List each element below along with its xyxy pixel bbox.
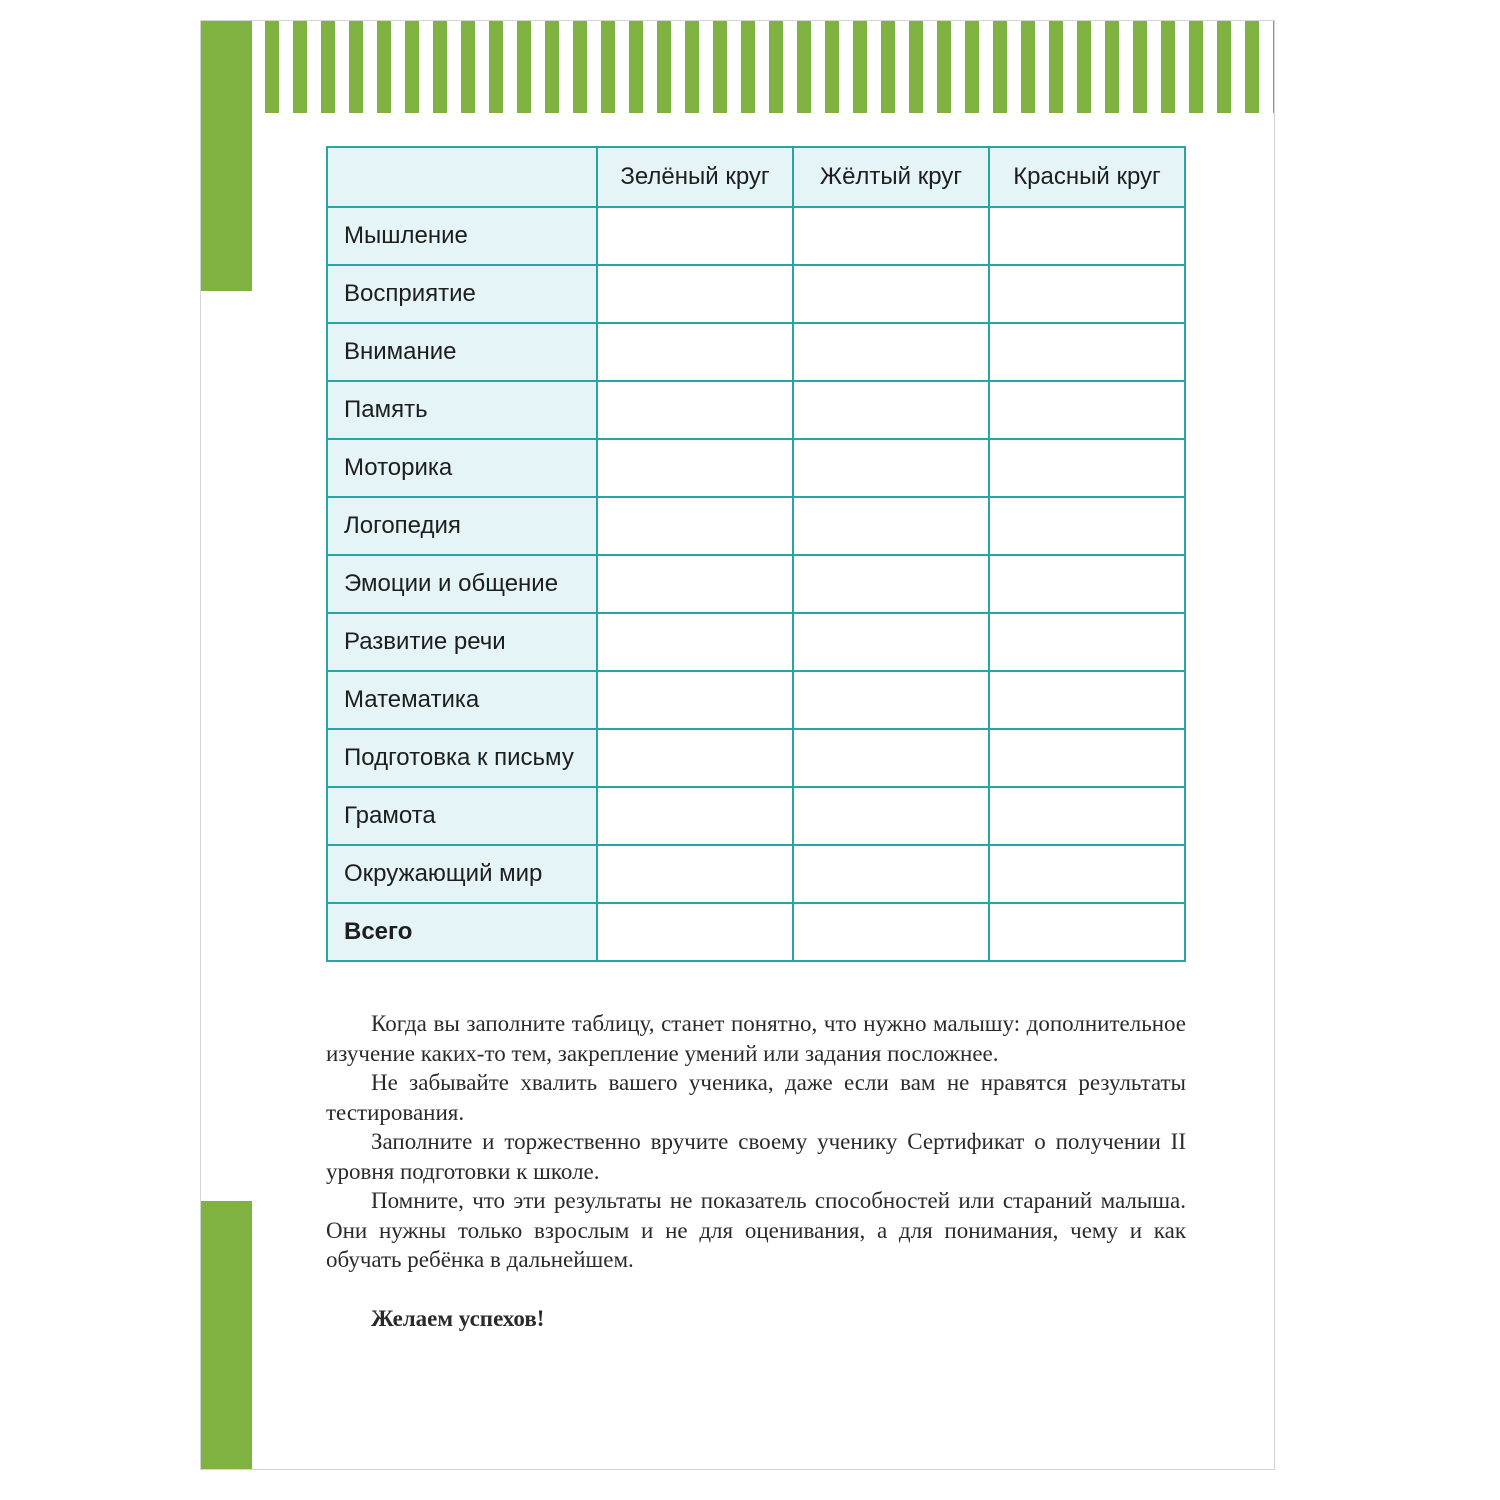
- table-row: [327, 787, 1185, 845]
- cell-red[interactable]: [989, 381, 1185, 439]
- cell-red[interactable]: [989, 787, 1185, 845]
- cell-red[interactable]: [989, 555, 1185, 613]
- cell-green[interactable]: [597, 787, 793, 845]
- cell-red-total[interactable]: [989, 903, 1185, 961]
- closing-wish: Желаем успехов!: [371, 1305, 545, 1331]
- cell-red[interactable]: [989, 323, 1185, 381]
- table-row: [327, 555, 1185, 613]
- cell-yellow[interactable]: [793, 729, 989, 787]
- row-label: Моторика: [327, 439, 597, 497]
- paragraph: Заполните и торжественно вручите своему ученику Сертификат о получении II уровня подготовки к школе.: [326, 1129, 1186, 1184]
- cell-green[interactable]: [597, 497, 793, 555]
- paragraph: Когда вы заполните таблицу, станет понятно, что нужно малышу: дополнительное изучение каких-то тем, закрепление умений или задания посложнее.: [326, 1011, 1186, 1066]
- table-row: [327, 729, 1185, 787]
- cell-red[interactable]: [989, 207, 1185, 265]
- table-row-total: [327, 903, 1185, 961]
- decorative-stripes: [265, 21, 1275, 113]
- table-row: [327, 381, 1185, 439]
- row-label: Математика: [327, 671, 597, 729]
- row-label: Развитие речи: [327, 613, 597, 671]
- row-label: Эмоции и общение: [327, 555, 597, 613]
- header-empty-cell: [327, 147, 597, 207]
- cell-red[interactable]: [989, 265, 1185, 323]
- cell-green[interactable]: [597, 729, 793, 787]
- paragraph: Не забывайте хвалить вашего ученика, даже если вам не нравятся результаты тестирования.: [326, 1070, 1186, 1125]
- cell-red[interactable]: [989, 497, 1185, 555]
- cell-yellow-total[interactable]: [793, 903, 989, 961]
- cell-yellow[interactable]: [793, 787, 989, 845]
- decorative-side-bar-top: [201, 21, 252, 291]
- row-label: Грамота: [327, 787, 597, 845]
- cell-red[interactable]: [989, 671, 1185, 729]
- cell-red[interactable]: [989, 845, 1185, 903]
- cell-yellow[interactable]: [793, 613, 989, 671]
- table-row: [327, 439, 1185, 497]
- row-label: Восприятие: [327, 265, 597, 323]
- cell-yellow[interactable]: [793, 207, 989, 265]
- table-header-row: [327, 147, 1185, 207]
- cell-green[interactable]: [597, 439, 793, 497]
- cell-yellow[interactable]: [793, 671, 989, 729]
- cell-green[interactable]: [597, 265, 793, 323]
- cell-green[interactable]: [597, 323, 793, 381]
- cell-yellow[interactable]: [793, 323, 989, 381]
- cell-yellow[interactable]: [793, 439, 989, 497]
- cell-red[interactable]: [989, 439, 1185, 497]
- cell-yellow[interactable]: [793, 497, 989, 555]
- row-label: Логопедия: [327, 497, 597, 555]
- table-row: [327, 265, 1185, 323]
- table-row: [327, 613, 1185, 671]
- results-table: [326, 146, 1186, 962]
- column-header-red: Красный круг: [989, 147, 1185, 207]
- cell-green[interactable]: [597, 671, 793, 729]
- table-row: [327, 497, 1185, 555]
- cell-green[interactable]: [597, 555, 793, 613]
- cell-green[interactable]: [597, 845, 793, 903]
- table-row: [327, 671, 1185, 729]
- instructions-text: [326, 1009, 1186, 1333]
- cell-green-total[interactable]: [597, 903, 793, 961]
- table-row: [327, 207, 1185, 265]
- decorative-side-bar-bottom: [201, 1201, 252, 1470]
- cell-red[interactable]: [989, 729, 1185, 787]
- row-label: Память: [327, 381, 597, 439]
- row-label: Внимание: [327, 323, 597, 381]
- row-label: Окружающий мир: [327, 845, 597, 903]
- column-header-green: Зелёный круг: [597, 147, 793, 207]
- table-row: [327, 845, 1185, 903]
- cell-red[interactable]: [989, 613, 1185, 671]
- cell-yellow[interactable]: [793, 265, 989, 323]
- cell-yellow[interactable]: [793, 845, 989, 903]
- row-label: Подготовка к письму: [327, 729, 597, 787]
- table-row: [327, 323, 1185, 381]
- cell-green[interactable]: [597, 381, 793, 439]
- cell-yellow[interactable]: [793, 555, 989, 613]
- cell-green[interactable]: [597, 207, 793, 265]
- worksheet-page: [200, 20, 1275, 1470]
- total-label: Всего: [327, 903, 597, 961]
- cell-yellow[interactable]: [793, 381, 989, 439]
- paragraph: Помните, что эти результаты не показатель способностей или стараний малыша. Они нужны только взрослым и не для оценивания, а для понимания, чему и как обучать ребёнка в дальнейшем.: [326, 1188, 1186, 1272]
- row-label: Мышление: [327, 207, 597, 265]
- cell-green[interactable]: [597, 613, 793, 671]
- column-header-yellow: Жёлтый круг: [793, 147, 989, 207]
